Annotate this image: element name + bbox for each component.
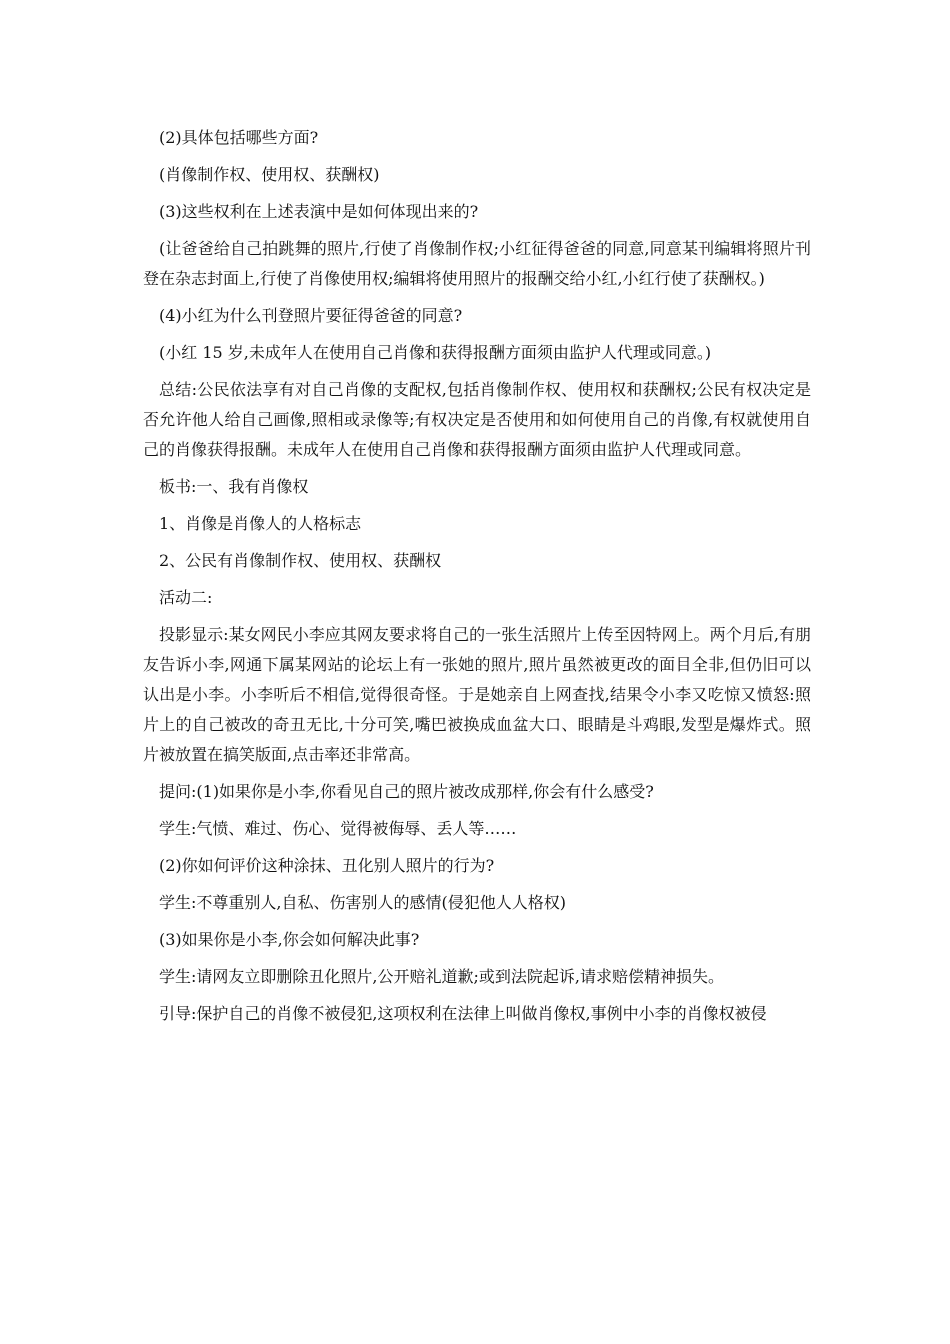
activity-two-heading: 活动二: [159, 588, 213, 607]
prompt-question-1: 提问:(1)如果你是小李,你看见自己的照片被改成那样,你会有什么感受? [159, 782, 654, 801]
question-3: (3)这些权利在上述表演中是如何体现出来的? [159, 202, 479, 221]
board-notes-heading: 板书:一、我有肖像权 [159, 477, 309, 496]
student-answer-2: 学生:不尊重别人,自私、伤害别人的感情(侵犯他人人格权) [159, 893, 566, 912]
answer-4: (小红 15 岁,未成年人在使用自己肖像和获得报酬方面须由监护人代理或同意。) [159, 343, 712, 362]
prompt-question-2: (2)你如何评价这种涂抹、丑化别人照片的行为? [159, 856, 495, 875]
document-body [143, 123, 811, 1036]
board-notes-item-1: 1、肖像是肖像人的人格标志 [159, 514, 362, 533]
prompt-question-3: (3)如果你是小李,你会如何解决此事? [159, 930, 420, 949]
student-answer-1: 学生:气愤、难过、伤心、觉得被侮辱、丢人等…… [159, 819, 517, 838]
board-notes-item-2: 2、公民有肖像制作权、使用权、获酬权 [159, 551, 442, 570]
answer-3: (让爸爸给自己拍跳舞的照片,行使了肖像制作权;小红征得爸爸的同意,同意某刊编辑将照片刊登在杂志封面上,行使了肖像使用权;编辑将使用照片的报酬交给小红,小红行使了获酬权。) [143, 239, 811, 288]
question-2: (2)具体包括哪些方面? [159, 128, 319, 147]
summary-paragraph: 总结:公民依法享有对自己肖像的支配权,包括肖像制作权、使用权和获酬权;公民有权决定是否允许他人给自己画像,照相或录像等;有权决定是否使用和如何使用自己的肖像,有权就使用自己的肖像获得报酬。未成年人在使用自己肖像和获得报酬方面须由监护人代理或同意。 [143, 380, 811, 459]
guidance-paragraph: 引导:保护自己的肖像不被侵犯,这项权利在法律上叫做肖像权,事例中小李的肖像权被侵 [159, 1004, 767, 1023]
answer-2: (肖像制作权、使用权、获酬权) [159, 165, 380, 184]
question-4: (4)小红为什么刊登照片要征得爸爸的同意? [159, 306, 463, 325]
student-answer-3: 学生:请网友立即删除丑化照片,公开赔礼道歉;或到法院起诉,请求赔偿精神损失。 [159, 967, 724, 986]
projection-case-paragraph: 投影显示:某女网民小李应其网友要求将自己的一张生活照片上传至因特网上。两个月后,有朋友告诉小李,网通下属某网站的论坛上有一张她的照片,照片虽然被更改的面目全非,但仍旧可以认出是小李。小李听后不相信,觉得很奇怪。于是她亲自上网查找,结果令小李又吃惊又愤怒:照片上的自己被改的奇丑无比,十分可笑,嘴巴被换成血盆大口、眼睛是斗鸡眼,发型是爆炸式。照片被放置在搞笑版面,点击率还非常高。 [143, 625, 811, 764]
